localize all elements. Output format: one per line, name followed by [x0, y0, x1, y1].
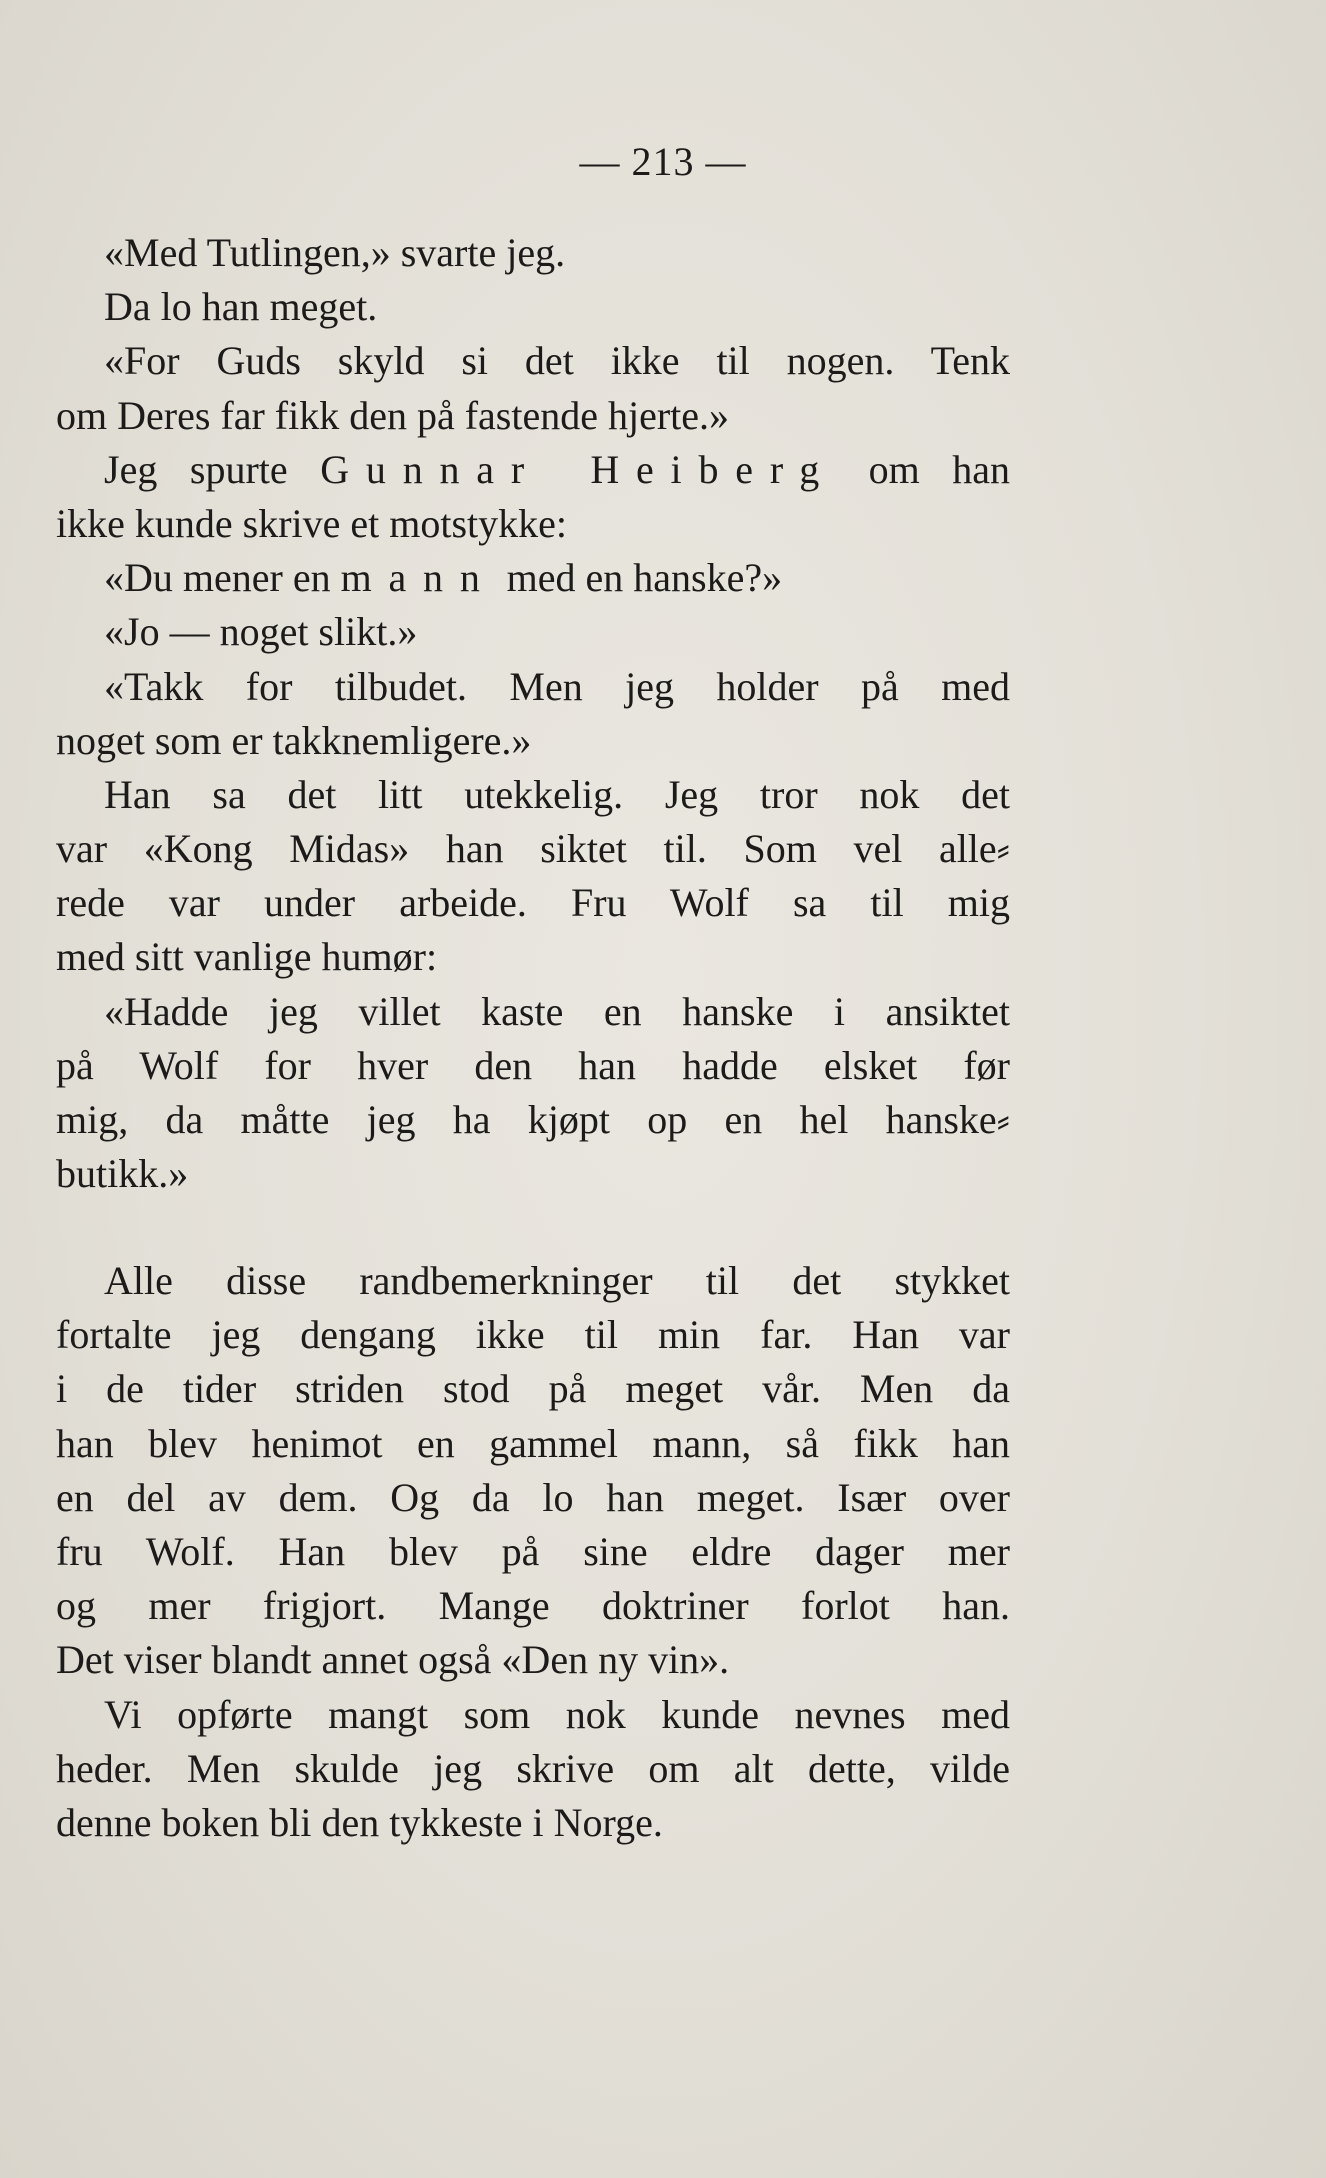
text-segment: om han — [868, 446, 1011, 492]
text-line: Alle disse randbemerkninger til det stykket — [104, 1258, 1010, 1303]
text-line: rede var under arbeide. Fru Wolf sa til mig — [56, 880, 1010, 926]
page-number: — 213 — — [579, 139, 747, 184]
text-line: mig, da måtte jeg ha kjøpt op en hel hanske⸗ — [56, 1097, 1010, 1142]
text-line: fru Wolf. Han blev på sine eldre dager mer — [56, 1528, 1010, 1574]
text-line: og mer frigjort. Mange doktriner forlot han. — [56, 1583, 1010, 1629]
text-line: «Takk for tilbudet. Men jeg holder på med — [104, 663, 1010, 709]
text-line: denne boken bli den tykkeste i Norge. — [56, 1799, 663, 1845]
spaced-word: mann — [340, 555, 497, 601]
text-segment: Jeg spurte — [104, 446, 288, 492]
text-line: «Med Tutlingen,» svarte jeg. — [104, 230, 566, 275]
text-segment: med en hanske?» — [506, 555, 783, 601]
text-line: «For Guds skyld si det ikke til nogen. Tenk — [104, 338, 1010, 384]
text-line: «Hadde jeg villet kaste en hanske i ansiktet — [104, 988, 1010, 1034]
text-line — [56, 551, 1010, 605]
text-line: noget som er takknemligere.» — [56, 717, 532, 763]
text-line: heder. Men skulde jeg skrive om alt dette, vilde — [56, 1745, 1010, 1791]
text-line: på Wolf for hver den han hadde elsket før — [56, 1042, 1010, 1088]
text-line: fortalte jeg dengang ikke til min far. Han var — [56, 1312, 1010, 1358]
text-line: med sitt vanlige humør: — [56, 934, 438, 980]
text-line — [56, 443, 1010, 497]
text-line: han blev henimot en gammel mann, så fikk han — [56, 1420, 1010, 1466]
text-block-paragraphs — [56, 1254, 1010, 1850]
text-line: Vi opførte mangt som nok kunde nevnes med — [104, 1691, 1010, 1737]
text-block-dialogue — [56, 226, 1010, 1201]
spaced-name: Gunnar Heiberg — [320, 446, 837, 492]
text-line: en del av dem. Og da lo han meget. Især over — [56, 1474, 1010, 1520]
text-line: var «Kong Midas» han siktet til. Som vel alle⸗ — [56, 826, 1010, 872]
text-line: Da lo han meget. — [104, 284, 378, 330]
text-line: om Deres far fikk den på fastende hjerte.» — [56, 392, 730, 438]
text-line: i de tider striden stod på meget vår. Men da — [56, 1366, 1010, 1412]
text-segment: «Du mener en — [104, 555, 331, 601]
text-line: «Jo — noget slikt.» — [104, 609, 418, 655]
text-line: butikk.» — [56, 1151, 189, 1197]
text-line: Det viser blandt annet også «Den ny vin». — [56, 1637, 730, 1683]
text-line: Han sa det litt utekkelig. Jeg tror nok det — [104, 771, 1010, 817]
text-line: ikke kunde skrive et motstykke: — [56, 500, 568, 546]
